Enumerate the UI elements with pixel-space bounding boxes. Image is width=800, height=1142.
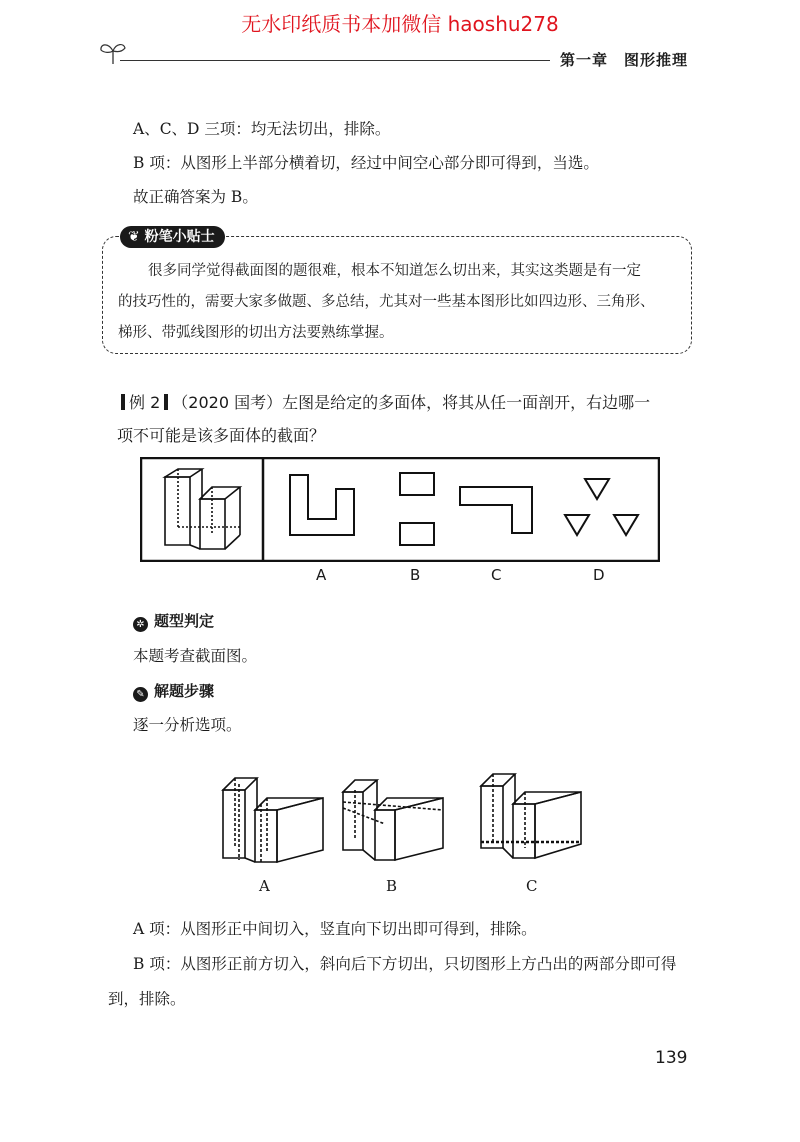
figure-label-b: B	[386, 877, 398, 895]
steps-icon: ✎	[133, 687, 148, 702]
tip-line-3: 梯形、带弧线图形的切出方法要熟练掌握。	[118, 325, 394, 341]
section-type-text: 本题考查截面图。	[133, 647, 258, 665]
example-question	[117, 386, 707, 452]
sprout-icon	[98, 40, 128, 66]
gear-icon: ✲	[133, 617, 148, 632]
option-b-shape-top	[400, 473, 434, 495]
solution-line-1: A、C、D 三项：均无法切出，排除。	[133, 120, 391, 138]
tip-line-1: 很多同学觉得截面图的题很难，根本不知道怎么切出来，其实这类题是有一定	[148, 263, 641, 279]
polyhedron-drawing	[165, 469, 240, 549]
option-label-a: A	[316, 566, 327, 584]
tip-line-2: 的技巧性的，需要大家多做题、多总结，尤其对一些基本图形比如四边形、三角形、	[118, 294, 655, 310]
analysis-line-2: B 项：从图形正前方切入，斜向后下方切出，只切图形上方凸出的两部分即可得	[133, 955, 677, 973]
bar-mark	[164, 394, 168, 410]
analysis-line-3: 到，排除。	[108, 990, 186, 1008]
figure-label-c: C	[526, 877, 538, 895]
section-steps-heading	[133, 680, 214, 702]
section-steps-title: 解题步骤	[154, 682, 215, 700]
figure-label-a: A	[259, 877, 270, 895]
option-d-triangle-2	[565, 515, 589, 535]
analysis-figure-a	[223, 778, 323, 862]
option-label-c: C	[491, 566, 502, 584]
option-c-shape	[460, 487, 532, 533]
option-label-b: B	[410, 566, 421, 584]
example-text-2: 项不可能是该多面体的截面？	[117, 426, 326, 445]
option-b-shape-bottom	[400, 523, 434, 545]
example-label: 例 2	[129, 393, 161, 412]
analysis-figure-c	[481, 774, 581, 858]
option-a-shape	[290, 475, 354, 535]
tip-title: 粉笔小贴士	[144, 229, 215, 245]
option-label-d: D	[593, 566, 605, 584]
solution-line-2: B 项：从图形上半部分横着切，经过中间空心部分即可得到，当选。	[133, 154, 599, 172]
section-type-title: 题型判定	[154, 612, 215, 630]
section-type-heading	[133, 610, 214, 632]
bar-mark	[121, 394, 125, 410]
option-d-triangle-3	[614, 515, 638, 535]
header-rule	[120, 60, 550, 61]
solution-line-3: 故正确答案为 B。	[133, 188, 258, 206]
chapter-title: 第一章 图形推理	[560, 51, 689, 69]
analysis-figure-b	[343, 780, 443, 860]
leaf-icon: ❦	[128, 229, 140, 245]
section-steps-text: 逐一分析选项。	[133, 716, 242, 734]
tip-tag	[120, 226, 225, 248]
page-number: 139	[655, 1048, 688, 1068]
example-line-1	[117, 386, 707, 419]
option-d-triangle-1	[585, 479, 609, 499]
watermark-text: 无水印纸质书本加微信 haoshu278	[241, 12, 559, 36]
analysis-figure	[215, 770, 595, 870]
example-text-1: （2020 国考）左图是给定的多面体，将其从任一面剖开，右边哪一	[172, 393, 651, 412]
analysis-line-1: A 项：从图形正中间切入，竖直向下切出即可得到，排除。	[133, 920, 537, 938]
question-figure	[140, 457, 660, 562]
